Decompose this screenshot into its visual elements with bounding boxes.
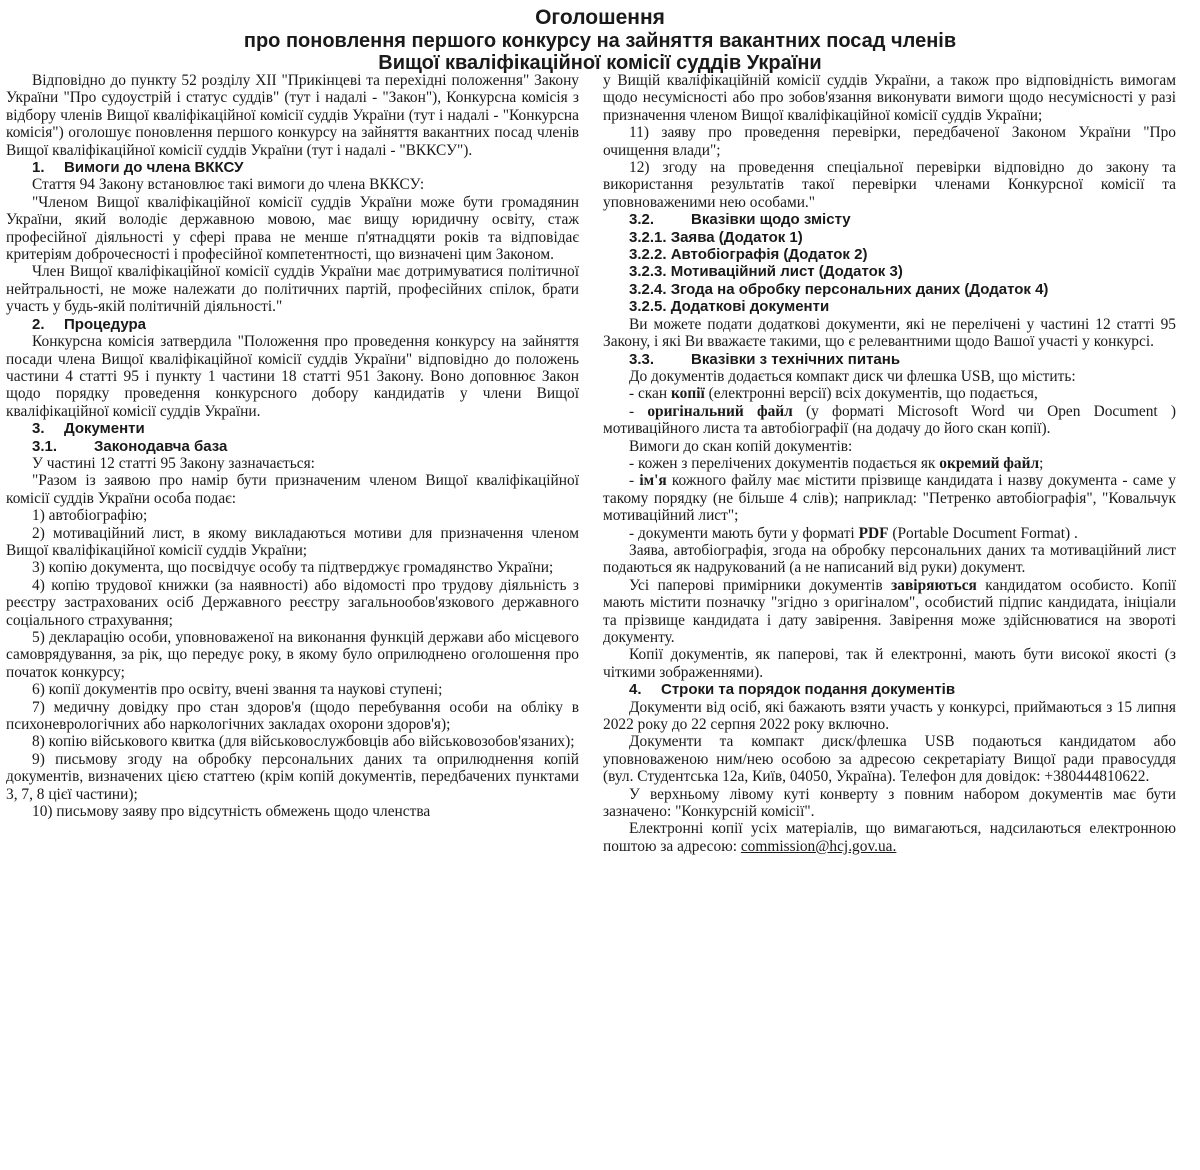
section-3-2-1-heading: 3.2.1. Заява (Додаток 1) [629, 228, 803, 246]
list-item: 7) медичну довідку про стан здоров'я (щодо перебування особи на обліку в психоневрологічних або наркологічних закладах охорони здоров'я); [6, 698, 579, 734]
section-4-heading: 4. Строки та порядок подання документів [629, 681, 956, 699]
list-item: 8) копію військового квитка (для військовослужбовців або військовозобов'язаних); [32, 733, 575, 751]
email-link[interactable]: commission@hcj.gov.ua. [740, 837, 897, 855]
section-1-heading: 1. Вимоги до члена ВККСУ [32, 159, 244, 177]
section-3-2-3-heading: 3.2.3. Мотиваційний лист (Додаток 3) [629, 263, 903, 281]
section-3-heading: 3. Документи [32, 420, 145, 438]
bullet-item: - оригінальний файл (у форматі Microsoft Word чи Open Document ) мотиваційного листа та автобіографії (на додачу до його скан копії). [603, 402, 1176, 438]
section-2-paragraph: Конкурсна комісія затвердила "Положення про проведення конкурсу на зайняття посади члена Вищої кваліфікаційної комісії суддів України" відповідно до положень частини 4 статті 95 і пункту 1 частини 18 статті 951 Закону. Воно доповнює Закон щодо порядку проведення конкурсного добору кандидатів у члени Вищої кваліфікаційної комісії суддів України. [6, 333, 579, 420]
list-item: 6) копії документів про освіту, вчені звання та наукові ступені; [32, 681, 443, 699]
section-1-paragraph-2: "Членом Вищої кваліфікаційної комісії суддів України може бути громадянин України, який володіє державною мовою, має вищу юридичну освіту, стаж професійної діяльності у сфері права не менше п'ятнадцяти років та відповідає критеріям доброчесності і професійної компетентності, що визначені цим Законом. [6, 193, 579, 264]
page-title: Оголошення [535, 6, 665, 29]
section-4-paragraph-3: У верхньому лівому куті конверту з повним набором документів має бути зазначено: "Конкурсній комісії". [603, 785, 1176, 821]
section-2-heading: 2. Процедура [32, 315, 147, 333]
bullet-item: - скан копії (електронні версії) всіх документів, що подається, [629, 385, 1038, 403]
section-3-1-paragraph-1: У частині 12 статті 95 Закону зазначається: [32, 454, 315, 472]
section-3-3-paragraph-1: До документів додається компакт диск чи флешка USB, що містить: [629, 367, 1076, 385]
section-3-2-5-paragraph: Ви можете подати додаткові документи, які не перелічені у частині 12 статті 95 Закону, і які Ви вважаєте такими, що є релевантними щодо Вашої участі у конкурсі. [603, 315, 1176, 351]
list-item: 2) мотиваційний лист, в якому викладаються мотиви для призначення членом Вищої кваліфікаційної комісії суддів України; [6, 524, 579, 559]
intro-paragraph: Відповідно до пункту 52 розділу XII "Прикінцеві та перехідні положення" Закону України "Про судоустрій і статус суддів" (тут і надалі - "Закон"), Конкурсна комісія з відбору членів Вищої кваліфікаційної комісії суддів України (тут і надалі - "Конкурсна комісія") оголошує поновлення першого конкурсу на зайняття вакантних посад членів Вищої кваліфікаційної комісії суддів України (тут і надалі - "ВККСУ"). [6, 72, 579, 159]
bullet-item: - документи мають бути у форматі PDF (Portable Document Format) . [629, 524, 1078, 542]
section-4-paragraph-4: Електронні копії усіх матеріалів, що вимагаються, надсилаються електронною поштою за адресою: commission@hcj.gov.ua. [603, 820, 1176, 855]
section-3-2-heading: 3.2. Вказівки щодо змісту [629, 211, 851, 229]
section-3-1-heading: 3.1. Законодавча база [32, 437, 228, 455]
section-4-paragraph-2: Документи та компакт диск/флешка USB подаються кандидатом або уповноваженою ним/нею особою за адресою секретаріату Вищої ради правосуддя (вул. Студентська 12а, Київ, 04050, Україна). Телефон для довідок: +380444810622. [603, 733, 1176, 786]
section-3-2-5-heading: 3.2.5. Додаткові документи [629, 298, 830, 316]
list-item: 11) заяву про проведення перевірки, передбаченої Законом України "Про очищення влади"; [603, 124, 1176, 159]
section-3-2-2-heading: 3.2.2. Автобіографія (Додаток 2) [629, 246, 868, 264]
list-item: 10) письмову заяву про відсутність обмежень щодо членства [32, 803, 431, 821]
list-item: 1) автобіографію; [32, 507, 148, 525]
right-column [603, 72, 1176, 855]
section-1-paragraph-1: Стаття 94 Закону встановлює такі вимоги до члена ВККСУ: [32, 176, 425, 194]
section-3-3-heading: 3.3. Вказівки з технічних питань [629, 350, 901, 368]
section-3-3-paragraph-4: Усі паперові примірники документів завіряються кандидатом особисто. Копії мають містити позначку "згідно з оригіналом", особистий підпис кандидата, ініціали та прізвище кандидата і дату завірення. Завірення може здійснюватися на звороті документу. [603, 576, 1176, 646]
list-item: 3) копію документа, що посвідчує особу та підтверджує громадянство України; [32, 559, 554, 577]
section-3-3-paragraph-5: Копії документів, як паперові, так й електронні, мають бути високої якості (з чіткими зображеннями). [603, 646, 1176, 681]
continued-item-10: у Вищій кваліфікаційній комісії суддів України, а також про відповідність вимогам щодо несумісності або про зобов'язання виконувати вимоги щодо несумісності у разі призначення членом Вищої кваліфікаційної комісії суддів України; [603, 72, 1176, 124]
section-1-paragraph-3: Член Вищої кваліфікаційної комісії суддів України має дотримуватися політичної нейтральності, не може належати до політичних партій, професійних спілок, брати участь у будь-якій політичній діяльності." [6, 263, 579, 316]
columns [6, 72, 1194, 855]
list-item: 4) копію трудової книжки (за наявності) або відомості про трудову діяльність з реєстру застрахованих осіб Державного реєстру загальнообов'язкового державного соціального страхування; [6, 576, 579, 629]
page-subtitle-2: Вищої кваліфікаційної комісії суддів України [378, 52, 822, 74]
section-3-3-paragraph-2: Вимоги до скан копій документів: [629, 437, 853, 455]
bullet-item: - кожен з перелічених документів подається як окремий файл; [629, 454, 1044, 472]
list-item: 12) згоду на проведення спеціальної перевірки відповідно до закону та використання результатів такої перевірки членами Конкурсної комісії та уповноваженими нею особами." [603, 159, 1176, 211]
section-4-paragraph-1: Документи від осіб, які бажають взяти участь у конкурсі, приймаються з 15 липня 2022 року до 22 серпня 2022 року включно. [603, 698, 1176, 734]
section-3-2-4-heading: 3.2.4. Згода на обробку персональних даних (Додаток 4) [629, 280, 1049, 298]
left-column [6, 72, 579, 855]
section-3-1-paragraph-2: "Разом із заявою про намір бути призначеним членом Вищої кваліфікаційної комісії суддів України особа подає: [6, 472, 579, 507]
list-item: 9) письмову згоду на обробку персональних даних та оприлюднення копій документів, визначених цією статтею (крім копій документів, передбачених пунктами 3, 7, 8 цієї частини); [6, 750, 579, 803]
section-3-3-paragraph-3: Заява, автобіографія, згода на обробку персональних даних та мотиваційний лист подаються як надрукований (а не написаний від руки) документ. [603, 541, 1176, 577]
bullet-item: - ім'я кожного файлу має містити прізвище кандидата і назву документа - саме у такому порядку (не більше 4 слів); наприклад: "Петренко автобіографія", "Ковальчук мотиваційний лист"; [603, 472, 1176, 525]
header [0, 0, 1200, 74]
list-item: 5) декларацію особи, уповноваженої на виконання функцій держави або місцевого самоврядування, за рік, що передує року, в якому було оприлюднено оголошення про початок конкурсу; [6, 629, 579, 681]
page-subtitle-1: про поновлення першого конкурсу на зайняття вакантних посад членів [243, 30, 957, 52]
